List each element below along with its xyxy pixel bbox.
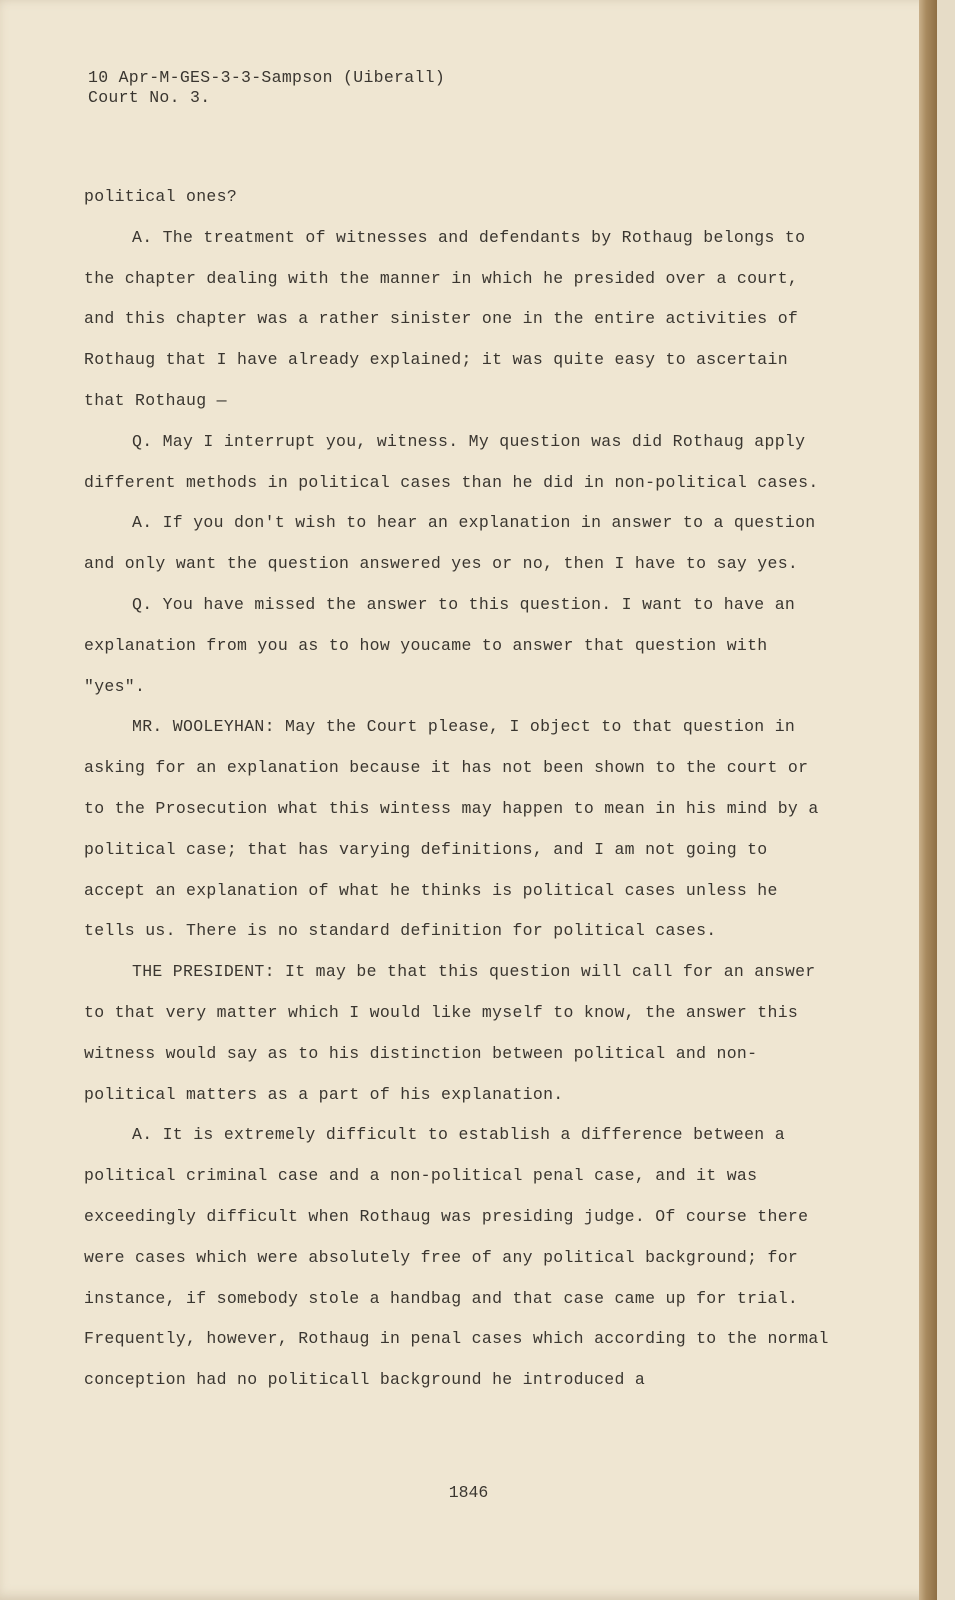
paragraph-answer: A. If you don't wish to hear an explanation in answer to a question and only want the question answered yes or no, then I have to say yes.: [84, 513, 816, 574]
paragraph-question: Q. You have missed the answer to this question. I want to have an explanation from you as to how youcame to answer that question with "yes".: [84, 594, 796, 696]
document-header: [88, 68, 829, 108]
paragraph-president: THE PRESIDENT: It may be that this question will call for an answer to that very matter which I would like myself to know, the answer this witness would say as to his distinction between political and non-political matters as a part of his explanation.: [84, 962, 816, 1104]
paragraph-continuation: political ones?: [84, 187, 238, 206]
paragraph-question: Q. May I interrupt you, witness. My question was did Rothaug apply different methods in political cases than he did in non-political cases.: [84, 431, 819, 492]
header-court-line: Court No. 3.: [88, 88, 211, 107]
paragraph-objection: MR. WOOLEYHAN: May the Court please, I object to that question in asking for an explanation because it has not been shown to the court or to the Prosecution what this wintess may happen to mean in his mind by a political case; that has varying definitions, and I am not going to accept an explanation of what he thinks is political cases unless he tells us. There is no standard definition for political cases.: [84, 717, 819, 941]
document-body: [84, 68, 829, 1401]
paragraph-answer: A. It is extremely difficult to establish a difference between a political criminal case and a non-political penal case, and it was exceedingly difficult when Rothaug was presiding judge. Of course there were cases which were absolutely free of any political background; for instance, if somebody stole a handbag and that case came up for trial. Frequently, however, Rothaug in penal cases which according to the normal conception had no politicall background he introduced a: [84, 1125, 829, 1390]
header-reference-line: 10 Apr-M-GES-3-3-Sampson (Uiberall): [88, 68, 446, 87]
paragraph-answer: A. The treatment of witnesses and defendants by Rothaug belongs to the chapter dealing with the manner in which he presided over a court, and this chapter was a rather sinister one in the entire activities of Rothaug that I have already explained; it was quite easy to ascertain that Rothaug —: [84, 227, 806, 410]
page-edge: [919, 0, 937, 1600]
page-number: 1846: [448, 1483, 489, 1502]
